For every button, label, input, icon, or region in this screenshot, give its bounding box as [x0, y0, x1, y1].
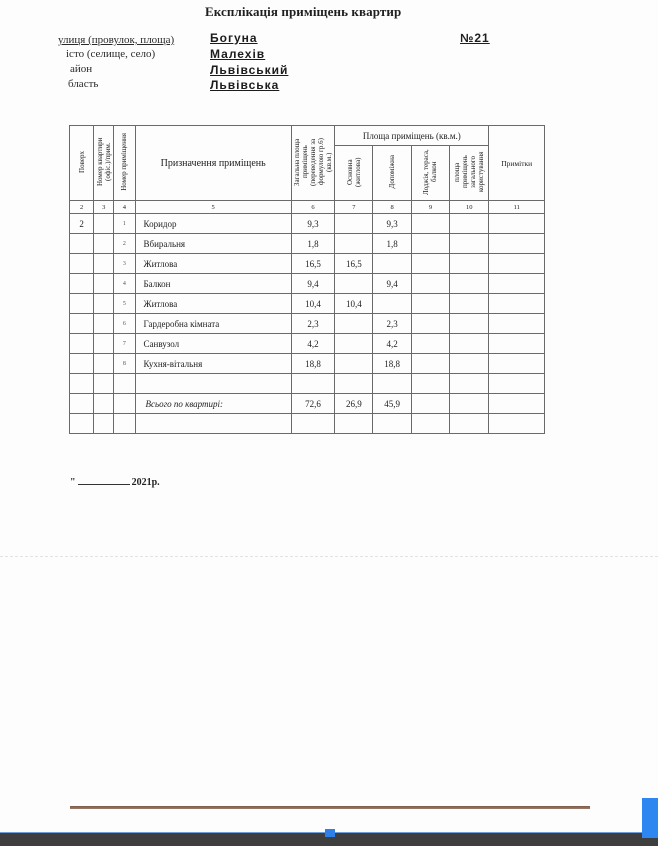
column-numbers-row [70, 201, 545, 214]
cell-room-no: 4 [114, 274, 135, 294]
footer-date [70, 476, 160, 488]
footer-quote: " [70, 477, 76, 488]
cell-room-no: 1 [114, 214, 135, 234]
cell-aux: 9,4 [373, 274, 411, 294]
total-aux: 45,9 [373, 394, 411, 414]
scroll-handle[interactable] [642, 798, 658, 838]
table-row [70, 274, 545, 294]
cell-living [335, 274, 373, 294]
cell-aux: 2,3 [373, 314, 411, 334]
header-total-area: Загальна площа приміщень (переведення за формулою гр.6) (кв.м.) [291, 126, 334, 201]
column-number: 9 [411, 201, 449, 214]
column-number: 8 [373, 201, 411, 214]
region-label: бласть [68, 78, 99, 90]
document-title: Експлікація приміщень квартир [205, 4, 402, 19]
cell-aux: 1,8 [373, 234, 411, 254]
rooms-table [69, 125, 545, 434]
apartment-number: №21 [460, 31, 490, 45]
cell-total: 16,5 [291, 254, 334, 274]
cell-purpose: Вбиральня [135, 234, 291, 254]
table-row [70, 354, 545, 374]
column-number: 2 [70, 201, 94, 214]
header-purpose: Призначення приміщень [135, 126, 291, 201]
column-number: 3 [94, 201, 114, 214]
cell-aux [373, 294, 411, 314]
region-value: Львівська [210, 78, 280, 92]
header-auxiliary: Допоміжна [373, 146, 411, 201]
column-number: 10 [450, 201, 489, 214]
column-number: 6 [291, 201, 334, 214]
cell-room-no: 7 [114, 334, 135, 354]
cell-aux: 18,8 [373, 354, 411, 374]
empty-row [70, 374, 545, 394]
cell-purpose: Житлова [135, 254, 291, 274]
column-number: 7 [335, 201, 373, 214]
header-room-no: Номер приміщення [114, 126, 135, 201]
table-row [70, 254, 545, 274]
cell-living [335, 334, 373, 354]
cell-living [335, 314, 373, 334]
cell-total: 4,2 [291, 334, 334, 354]
table-row [70, 334, 545, 354]
cell-total: 2,3 [291, 314, 334, 334]
header-area-group: Площа приміщень (кв.м.) [335, 126, 489, 146]
column-number: 4 [114, 201, 135, 214]
taskbar-indicator[interactable] [325, 829, 335, 837]
cell-room-no: 3 [114, 254, 135, 274]
cell-living [335, 354, 373, 374]
cell-aux: 9,3 [373, 214, 411, 234]
cell-floor [70, 354, 94, 374]
header-living: Основна (житлова) [335, 146, 373, 201]
header-notes: Примітки [489, 126, 545, 201]
street-label: улиця (провулок, площа) [58, 34, 175, 46]
page-bottom-edge [70, 806, 590, 809]
cell-living: 16,5 [335, 254, 373, 274]
header-balcony: Лоджія, тераса, балкон [411, 146, 449, 201]
cell-floor [70, 334, 94, 354]
cell-total: 10,4 [291, 294, 334, 314]
cell-aux [373, 254, 411, 274]
cell-total: 9,4 [291, 274, 334, 294]
cell-purpose: Балкон [135, 274, 291, 294]
street-value: Богуна [210, 31, 258, 45]
cell-total: 1,8 [291, 234, 334, 254]
cell-floor [70, 254, 94, 274]
cell-purpose: Коридор [135, 214, 291, 234]
town-label: істо (селище, село) [66, 48, 156, 60]
date-blank-line [78, 476, 130, 485]
cell-purpose: Гардеробна кімната [135, 314, 291, 334]
table-row [70, 294, 545, 314]
total-label: Всього по квартирі: [135, 394, 291, 414]
town-value: Малехів [210, 47, 266, 61]
header-common: площа приміщень загального користування [450, 146, 489, 201]
cell-floor [70, 274, 94, 294]
column-number: 5 [135, 201, 291, 214]
cell-room-no: 2 [114, 234, 135, 254]
district-value: Львівський [210, 63, 289, 77]
cell-living: 10,4 [335, 294, 373, 314]
empty-row [70, 414, 545, 434]
cell-room-no: 6 [114, 314, 135, 334]
cell-aux: 4,2 [373, 334, 411, 354]
cell-floor [70, 314, 94, 334]
cell-floor [70, 234, 94, 254]
cell-total: 9,3 [291, 214, 334, 234]
cell-purpose: Кухня-вітальня [135, 354, 291, 374]
cell-purpose: Санвузол [135, 334, 291, 354]
cell-room-no: 5 [114, 294, 135, 314]
total-living: 26,9 [335, 394, 373, 414]
cell-living [335, 234, 373, 254]
table-row [70, 234, 545, 254]
total-area: 72,6 [291, 394, 334, 414]
cell-room-no: 8 [114, 354, 135, 374]
cell-floor [70, 294, 94, 314]
page-fold-line [0, 556, 658, 557]
cell-total: 18,8 [291, 354, 334, 374]
column-number: 11 [489, 201, 545, 214]
cell-floor: 2 [70, 214, 94, 234]
total-row [70, 394, 545, 414]
header-apartment-no: Номер квартири (офіс.)/прим. [94, 126, 114, 201]
table-row [70, 214, 545, 234]
header-floor: Поверх [70, 126, 94, 201]
cell-purpose: Житлова [135, 294, 291, 314]
footer-year: 2021р. [131, 477, 160, 488]
table-row [70, 314, 545, 334]
cell-living [335, 214, 373, 234]
district-label: айон [70, 63, 93, 75]
